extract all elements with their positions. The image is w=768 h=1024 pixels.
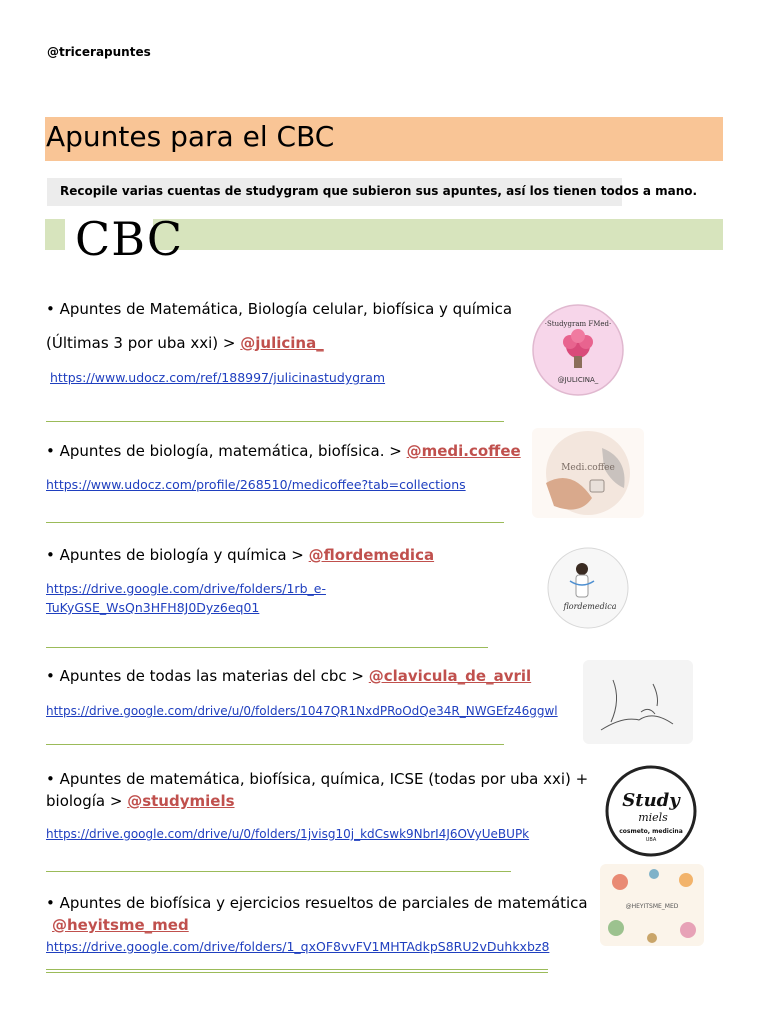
entry-3-line1 — [46, 545, 434, 565]
entry-1-mention[interactable]: @julicina_ — [240, 334, 324, 352]
medicoffee-profile-image — [532, 428, 644, 518]
julicina-profile-image — [528, 302, 634, 398]
section-bar-left — [45, 219, 65, 250]
entry-5-line2 — [46, 791, 235, 811]
entry-6-link[interactable]: https://drive.google.com/drive/folders/1_qxOF8vvFV1MHTAdkpS8RU2vDuhkxbz8 — [46, 939, 550, 954]
entry-5-link[interactable]: https://drive.google.com/drive/u/0/folders/1jvisg10j_kdCswk9NbrI4J6OVyUeBUPk — [46, 827, 530, 841]
studymiels-thumb-subtitle: miels — [638, 811, 668, 824]
heyitsme-thumb-title: @HEYITSME_MED — [625, 903, 679, 910]
entry-2-mention[interactable]: @medi.coffee — [406, 442, 521, 460]
julicina-thumb-title: ·Studygram FMed· — [544, 320, 612, 328]
studymiels-thumb-uba: UBA — [645, 837, 657, 843]
julicina-thumb-handle: @JULICINA_ — [557, 376, 599, 384]
entry-1-prefix: (Últimas 3 por uba xxi) > — [46, 334, 241, 352]
entry-2-link[interactable]: https://www.udocz.com/profile/268510/medicoffee?tab=collections — [46, 477, 466, 492]
medicoffee-thumb-title: Medi.coffee — [561, 463, 615, 473]
entry-5-line1: • Apuntes de matemática, biofísica, química, ICSE (todas por uba xxi) + — [46, 770, 589, 788]
heyitsme-profile-image — [600, 864, 704, 946]
section-heading: CBC — [75, 212, 184, 266]
entry-1-line1: • Apuntes de Matemática, Biología celular, biofísica y química — [46, 300, 513, 318]
studymiels-thumb-title: Study — [622, 790, 680, 811]
page-title: Apuntes para el CBC — [46, 120, 335, 153]
entry-2-prefix: • Apuntes de biología, matemática, biofísica. > — [46, 442, 407, 460]
separator — [46, 522, 504, 523]
entry-3-mention[interactable]: @flordemedica — [308, 546, 435, 564]
separator — [46, 421, 504, 422]
separator — [46, 647, 488, 648]
intro-text: Recopile varias cuentas de studygram que subieron sus apuntes, así los tienen todos a mano. — [60, 184, 698, 198]
author-handle: @tricerapuntes — [47, 45, 151, 59]
separator-double — [46, 969, 548, 973]
entry-3-link-part2[interactable]: TuKyGSE_WsQn3HFH8J0Dyz6eq01 — [46, 600, 260, 615]
entry-4-prefix: • Apuntes de todas las materias del cbc > — [46, 667, 369, 685]
entry-2-line1 — [46, 441, 521, 461]
entry-3-prefix: • Apuntes de biología y química > — [46, 546, 309, 564]
entry-5-mention[interactable]: @studymiels — [127, 792, 235, 810]
entry-6-mention[interactable]: @heyitsme_med — [52, 916, 189, 934]
entry-1-link[interactable]: https://www.udocz.com/ref/188997/julicinastudygram — [50, 370, 386, 385]
entry-3-link-part1[interactable]: https://drive.google.com/drive/folders/1rb_e- — [46, 581, 326, 596]
flordemedica-profile-image — [532, 545, 644, 631]
entry-6-line1: • Apuntes de biofísica y ejercicios resueltos de parciales de matemática — [46, 894, 588, 912]
clavicula-profile-image — [583, 660, 693, 744]
flordemedica-thumb-title: flordemedica — [563, 602, 617, 611]
entry-5-prefix: biología > — [46, 792, 128, 810]
entry-4-line1 — [46, 666, 531, 686]
entry-4-link[interactable]: https://drive.google.com/drive/u/0/folders/1047QR1NxdPRoOdQe34R_NWGEfz46ggwl — [46, 704, 558, 718]
entry-6-line2 — [52, 915, 189, 935]
section-bar-right — [153, 219, 723, 250]
entry-4-mention[interactable]: @clavicula_de_avril — [368, 667, 532, 685]
entry-1-line2 — [46, 333, 324, 353]
separator — [46, 871, 511, 872]
studymiels-thumb-tagline: cosmeto, medicina — [619, 828, 683, 835]
separator — [46, 744, 504, 745]
studymiels-profile-image — [598, 764, 704, 858]
